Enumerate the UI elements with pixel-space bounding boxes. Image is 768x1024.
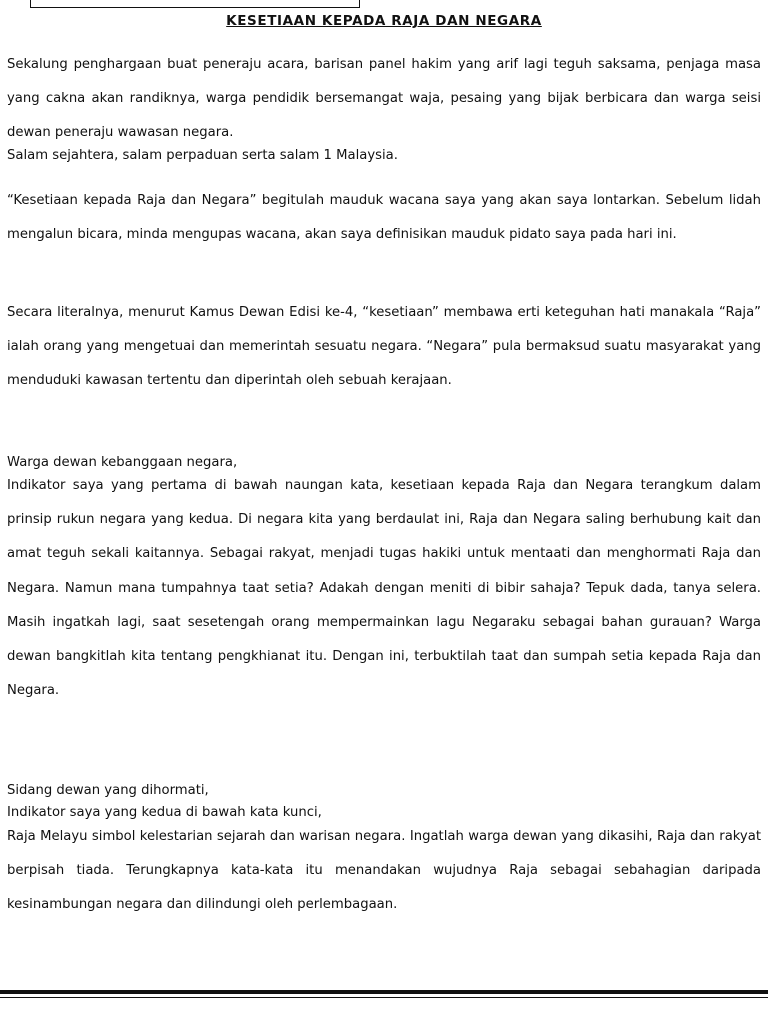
paragraph-topic: “Kesetiaan kepada Raja dan Negara” begitulah mauduk wacana saya yang akan saya lontarkan. Sebelum lidah mengalun bicara, minda mengupas wacana, akan saya definisikan mauduk pidato saya pada hari ini. xyxy=(7,193,761,243)
paragraph-indicator-2-intro: Indikator saya yang kedua di bawah kata kunci, xyxy=(7,805,322,820)
header-box xyxy=(30,0,360,8)
paragraph-salutation: Salam sejahtera, salam perpaduan serta salam 1 Malaysia. xyxy=(7,148,398,163)
paragraph-indicator-1: Indikator saya yang pertama di bawah naungan kata, kesetiaan kepada Raja dan Negara terangkum dalam prinsip rukun negara yang kedua. Di negara kita yang berdaulat ini, Raja dan Negara saling berhubung kait dan amat teguh sekali kaitannya. Sebagai rakyat, menjadi tugas hakiki untuk mentaati dan menghormati Raja dan Negara. Namun mana tumpahnya taat setia? Adakah dengan meniti di bibir sahaja? Tepuk dada, tanya selera. Masih ingatkah lagi, saat sesetengah orang mempermainkan lagu Negaraku sebagai bahan gurauan? Warga dewan bangkitlah kita tentang pengkhianat itu. Dengan ini, terbuktilah taat dan sumpah setia kepada Raja dan Negara. xyxy=(7,478,761,699)
footer-rule xyxy=(0,990,768,994)
paragraph-address-1: Warga dewan kebanggaan negara, xyxy=(7,455,238,470)
document-title: KESETIAAN KEPADA RAJA DAN NEGARA xyxy=(226,13,542,29)
paragraph-greeting: Sekalung penghargaan buat peneraju acara, barisan panel hakim yang arif lagi teguh saksama, penjaga masa yang cakna akan randiknya, warga pendidik bersemangat waja, pesaing yang bijak berbicara dan warga seisi dewan peneraju wawasan negara. xyxy=(7,57,761,141)
paragraph-address-2: Sidang dewan yang dihormati, xyxy=(7,783,209,798)
footer-rule-thin xyxy=(0,997,768,998)
paragraph-definition: Secara literalnya, menurut Kamus Dewan Edisi ke-4, “kesetiaan” membawa erti keteguhan hati manakala “Raja” ialah orang yang mengetuai dan memerintah sesuatu negara. “Negara” pula bermaksud suatu masyarakat yang menduduki kawasan tertentu dan diperintah oleh sebuah kerajaan. xyxy=(7,305,761,389)
paragraph-indicator-2: Raja Melayu simbol kelestarian sejarah dan warisan negara. Ingatlah warga dewan yang dikasihi, Raja dan rakyat berpisah tiada. Terungkapnya kata-kata itu menandakan wujudnya Raja sebagai sebahagian daripada kesinambungan negara dan dilindungi oleh perlembagaan. xyxy=(7,829,761,913)
